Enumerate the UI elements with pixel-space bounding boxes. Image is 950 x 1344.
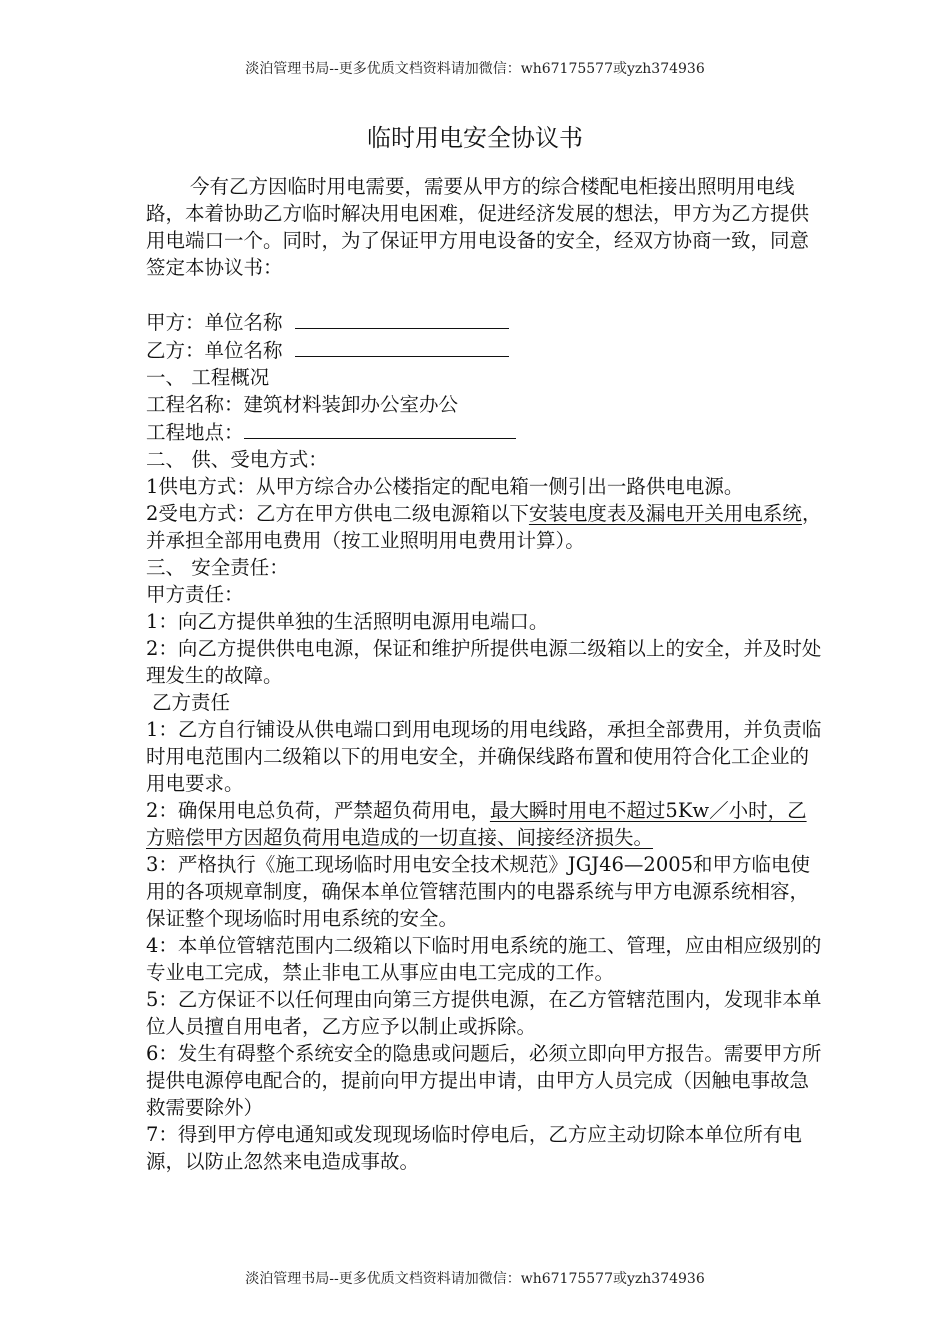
project-site-blank	[244, 418, 516, 439]
a-resp-1: 1：向乙方提供单独的生活照明电源用电端口。	[146, 610, 549, 633]
party-a-resp-heading: 甲方责任：	[146, 583, 244, 606]
b-resp-7: 7：得到甲方停电通知或发现现场临时停电后，乙方应主动切除本单位所有电源，以防止忽然来电造成事故。	[146, 1123, 802, 1173]
section-1-heading: 一、 工程概况	[146, 366, 270, 389]
receive-method-underlined: 安装电度表及漏电开关用电系统	[528, 502, 802, 525]
party-b-line	[146, 336, 826, 364]
receive-method	[146, 500, 826, 554]
b-resp-1: 1：乙方自行铺设从供电端口到用电现场的用电线路，承担全部费用，并负责临时用电范围内二级箱以下的用电安全，并确保线路布置和使用符合化工企业的用电要求。	[146, 718, 822, 795]
party-a-label: 甲方：单位名称	[146, 311, 283, 334]
b-resp-5: 5：乙方保证不以任何理由向第三方提供电源，在乙方管辖范围内，发现非本单位人员擅自用电者，乙方应予以制止或拆除。	[146, 988, 822, 1038]
receive-method-suffix: ，并承担全部用电费用（按工业照明用电费用计算）。	[146, 502, 822, 552]
spacer	[146, 281, 826, 308]
party-b-name-blank	[295, 336, 509, 357]
b-resp-6: 6：发生有碍整个系统安全的隐患或问题后，必须立即向甲方报告。需要甲方所提供电源停电配合的，提前向甲方提出申请，由甲方人员完成（因触电事故急救需要除外）	[146, 1042, 822, 1119]
a-resp-2: 2：向乙方提供供电电源，保证和维护所提供电源二级箱以上的安全，并及时处理发生的故障。	[146, 637, 822, 687]
receive-method-text: 2受电方式：乙方在甲方供电二级电源箱以下	[146, 502, 529, 525]
project-site-line	[146, 418, 826, 446]
section-3-heading: 三、 安全责任：	[146, 556, 289, 579]
b-resp-3: 3：严格执行《施工现场临时用电安全技术规范》JGJ46—2005和甲方临电使用的各项规章制度，确保本单位管辖范围内的电器系统与甲方电源系统相容，保证整个现场临时用电系统的安全。	[146, 853, 811, 930]
intro-paragraph: 今有乙方因临时用电需要，需要从甲方的综合楼配电柜接出照明用电线路，本着协助乙方临时解决用电困难，促进经济发展的想法，甲方为乙方提供用电端口一个。同时，为了保证甲方用电设备的安全，经双方协商一致，同意签定本协议书：	[146, 175, 810, 279]
party-a-line	[146, 308, 826, 336]
header-note: 淡泊管理书局--更多优质文档资料请加微信：wh67175577或yzh374936	[245, 61, 705, 77]
b-resp-2	[146, 797, 826, 851]
b-resp-2-underlined: 最大瞬时用电不超过5Kw／小时，乙方赔偿甲方因超负荷用电造成的一切直接、间接经济损失。	[146, 799, 807, 849]
b-resp-4: 4：本单位管辖范围内二级箱以下临时用电系统的施工、管理，应由相应级别的专业电工完成，禁止非电工从事应由电工完成的工作。	[146, 934, 822, 984]
b-resp-2-text: 2：确保用电总负荷，严禁超负荷用电，	[146, 799, 490, 822]
document-title: 临时用电安全协议书	[367, 124, 583, 152]
party-a-name-blank	[295, 308, 509, 329]
party-b-resp-heading: 乙方责任	[152, 691, 231, 714]
section-2-heading: 二、 供、受电方式：	[146, 448, 328, 471]
project-site-label: 工程地点：	[146, 421, 244, 444]
supply-method: 1供电方式：从甲方综合办公楼指定的配电箱一侧引出一路供电电源。	[146, 475, 744, 498]
project-name-line: 工程名称：建筑材料装卸办公室办公	[146, 393, 459, 416]
party-b-label: 乙方：单位名称	[146, 339, 283, 362]
document-body	[146, 173, 826, 1175]
footer-note: 淡泊管理书局--更多优质文档资料请加微信：wh67175577或yzh374936	[245, 1271, 705, 1287]
